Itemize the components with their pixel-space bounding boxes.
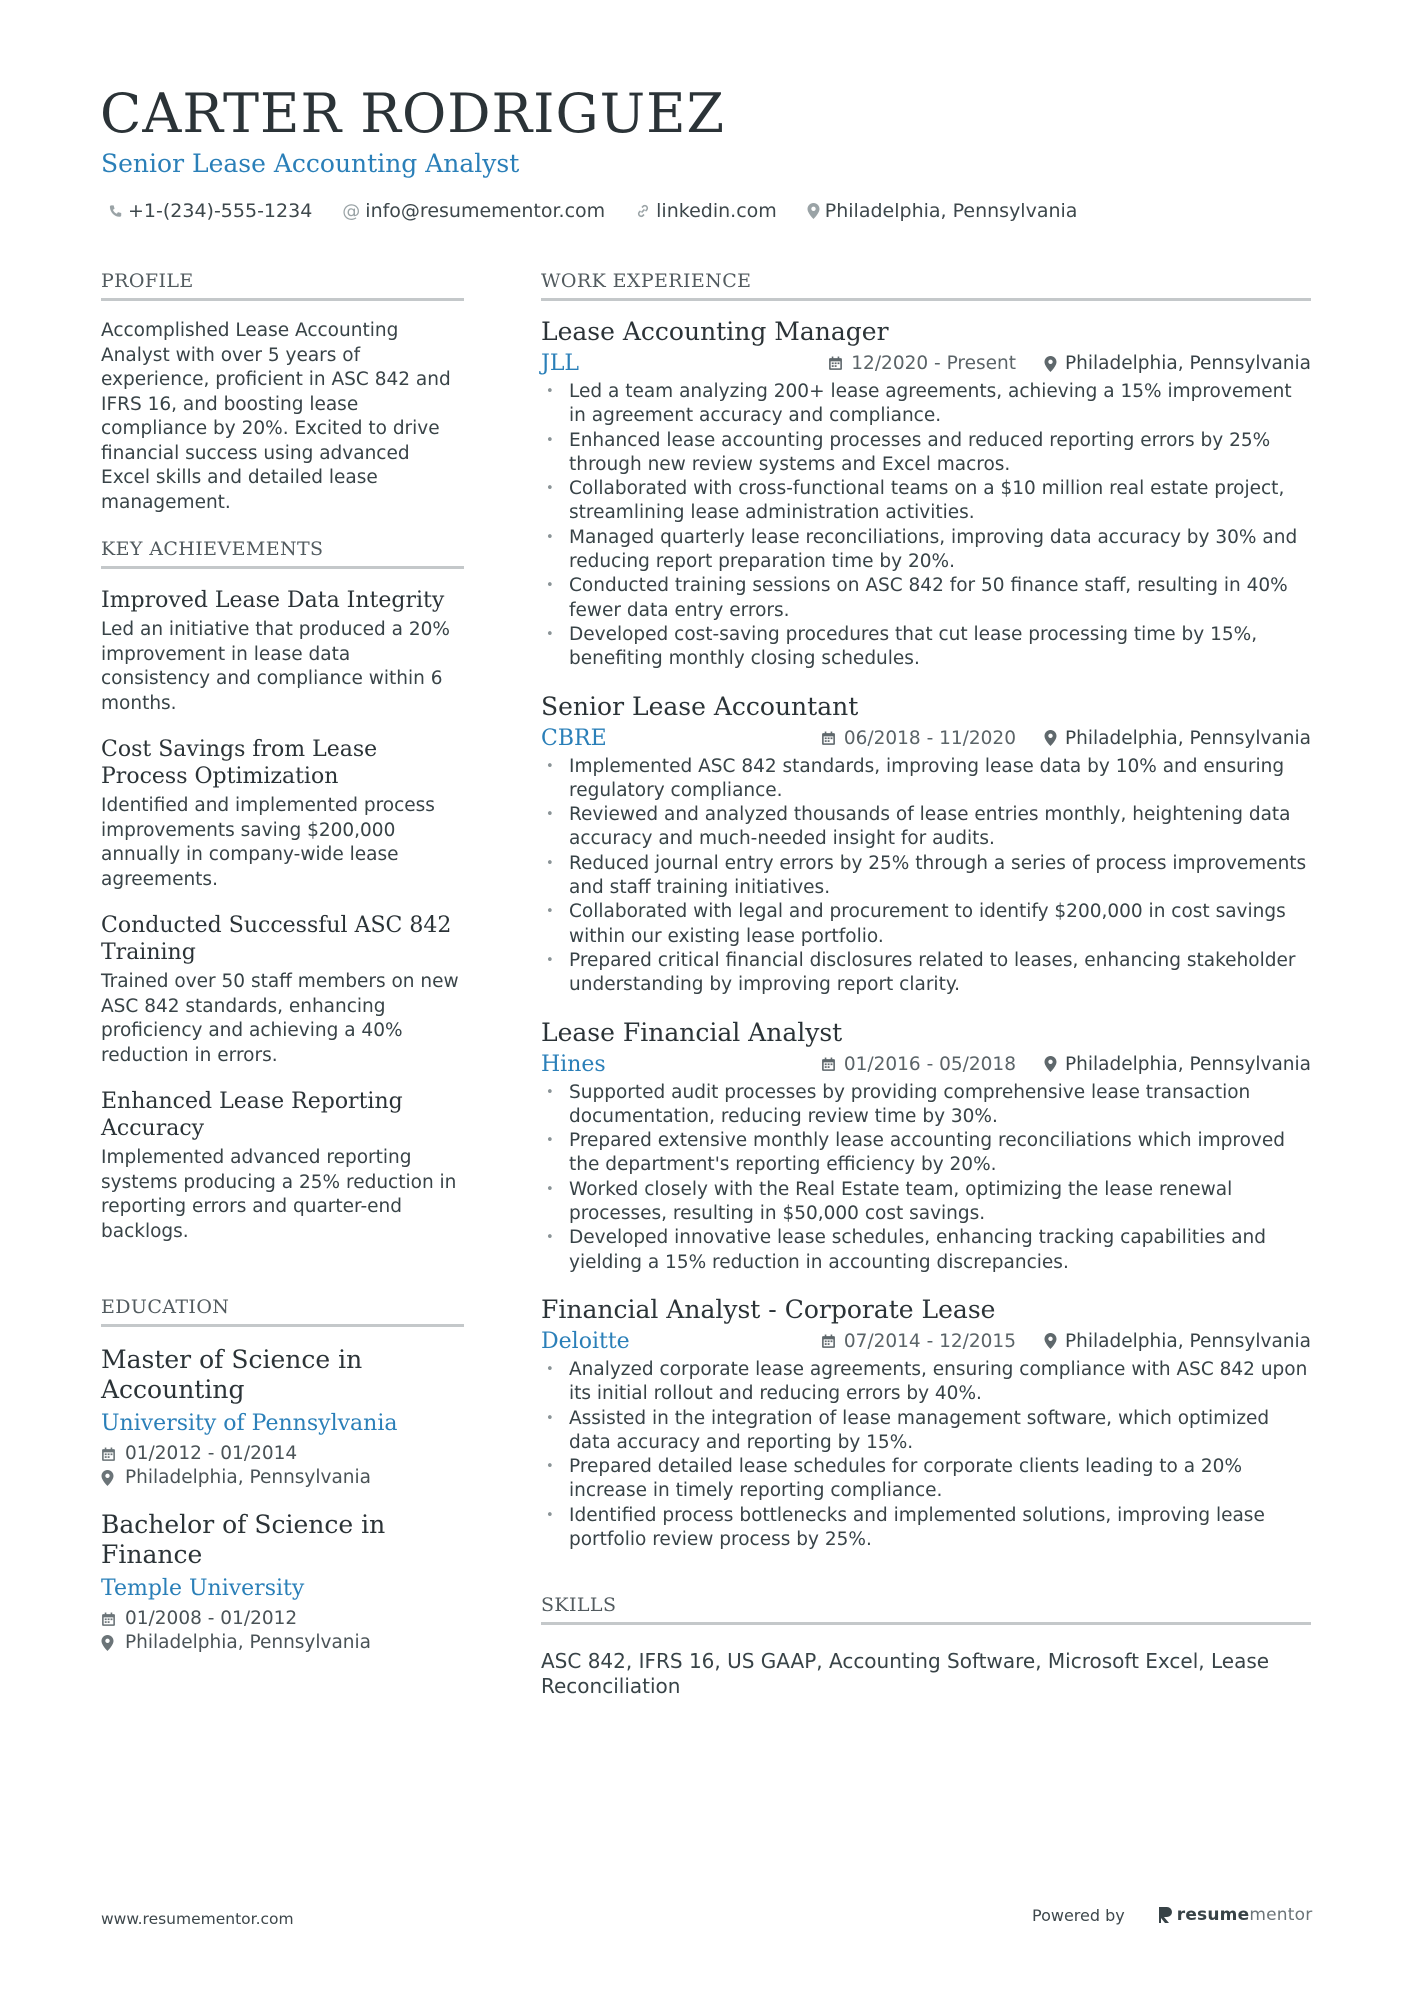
calendar-icon <box>828 356 843 371</box>
bullet-item: • Reviewed and analyzed thousands of lease entries monthly, heightening data accuracy and much-needed insight for audits. <box>541 803 1311 852</box>
footer-branding <box>1032 1905 1312 1925</box>
profile-section <box>101 270 464 515</box>
bullet-item: • Led a team analyzing 200+ lease agreements, achieving a 15% improvement in agreement accuracy and compliance. <box>541 380 1311 429</box>
job-dates <box>821 728 1016 749</box>
calendar-icon <box>101 1612 121 1627</box>
job-bullets <box>541 1081 1311 1275</box>
job-dates <box>828 353 1016 374</box>
bullet-item: • Supported audit processes by providing comprehensive lease transaction documentation, reducing review time by 30%. <box>541 1081 1311 1130</box>
job-meta-row <box>541 1052 1311 1077</box>
at-icon: @ <box>342 200 361 222</box>
achievements-section <box>101 538 464 1244</box>
job-title: Financial Analyst - Corporate Lease <box>541 1294 996 1324</box>
experience-section <box>541 270 1311 1699</box>
company-name: Hines <box>541 1051 606 1077</box>
contact-email[interactable] <box>342 200 605 222</box>
education-item <box>101 1510 464 1655</box>
achievement-title: Cost Savings from Lease Process Optimization <box>101 737 378 789</box>
job-location <box>1044 353 1311 374</box>
footer-website[interactable]: www.resumementor.com <box>101 1910 294 1928</box>
job-location-text: Philadelphia, Pennsylvania <box>1064 1330 1311 1352</box>
education-location-text: Philadelphia, Pennsylvania <box>125 1467 372 1488</box>
profile-heading: PROFILE <box>101 270 464 301</box>
bullet-item: • Worked closely with the Real Estate team, optimizing the lease renewal processes, resulting in $50,000 cost savings. <box>541 1178 1311 1227</box>
location-icon <box>1044 1333 1057 1349</box>
bullet-item: • Developed cost-saving procedures that cut lease processing time by 15%, benefiting monthly closing schedules. <box>541 623 1311 672</box>
education-dates <box>101 1442 464 1466</box>
education-dates-text: 01/2008 - 01/2012 <box>125 1608 298 1629</box>
bullet-item: • Prepared detailed lease schedules for corporate clients leading to a 20% increase in timely reporting compliance. <box>541 1455 1311 1504</box>
powered-by-label: Powered by <box>1032 1905 1125 1925</box>
education-location-text: Philadelphia, Pennsylvania <box>125 1632 372 1653</box>
bullet-item: • Collaborated with cross-functional teams on a $10 million real estate project, streamlining lease administration activities. <box>541 477 1311 526</box>
achievement-item <box>101 587 464 716</box>
skills-heading: SKILLS <box>541 1594 1311 1625</box>
bullet-item: • Prepared extensive monthly lease accounting reconciliations which improved the department's reporting efficiency by 20%. <box>541 1129 1311 1178</box>
job-meta-row <box>541 726 1311 751</box>
brand-name-light: mentor <box>1249 1905 1313 1925</box>
brand-logo[interactable] <box>1157 1905 1313 1925</box>
contact-email-text: info@resumementor.com <box>365 200 606 222</box>
contact-bar <box>108 200 1107 222</box>
bullet-item: • Collaborated with legal and procurement to identify $200,000 in cost savings within our existing lease portfolio. <box>541 900 1311 949</box>
job-bullets <box>541 755 1311 998</box>
bullet-item: • Assisted in the integration of lease management software, which optimized data accuracy and reporting by 15%. <box>541 1407 1311 1456</box>
job-location-text: Philadelphia, Pennsylvania <box>1064 1053 1311 1075</box>
achievement-text: Trained over 50 staff members on new ASC 842 standards, enhancing proficiency and achieving a 40% reduction in errors. <box>101 971 459 1066</box>
education-item <box>101 1345 464 1490</box>
profile-text: Accomplished Lease Accounting Analyst with over 5 years of experience, proficient in ASC 842 and IFRS 16, and boosting lease compliance by 20%. Excited to drive financial success using advanced Excel skills and detailed lease management. <box>101 320 451 513</box>
bullet-item: • Conducted training sessions on ASC 842 for 50 finance staff, resulting in 40% fewer data entry errors. <box>541 574 1311 623</box>
education-dates <box>101 1607 464 1631</box>
achievement-title: Conducted Successful ASC 842 Training <box>101 913 452 965</box>
achievement-item <box>101 1088 464 1244</box>
degree-title: Master of Science in Accounting <box>101 1345 363 1404</box>
achievement-title: Enhanced Lease Reporting Accuracy <box>101 1089 403 1141</box>
job-title: Lease Financial Analyst <box>541 1017 843 1047</box>
contact-phone-text: +1-(234)-555-1234 <box>128 200 313 222</box>
contact-location <box>807 200 1078 222</box>
calendar-icon <box>821 1057 836 1072</box>
education-dates-text: 01/2012 - 01/2014 <box>125 1443 298 1464</box>
brand-name-bold: resume <box>1176 1905 1250 1925</box>
achievement-item <box>101 912 464 1068</box>
phone-icon <box>108 204 123 219</box>
contact-phone[interactable] <box>108 200 312 222</box>
company-name: JLL <box>541 351 580 376</box>
job-entry <box>541 317 1311 672</box>
job-location-text: Philadelphia, Pennsylvania <box>1064 353 1311 374</box>
bullet-item: • Implemented ASC 842 standards, improving lease data by 10% and ensuring regulatory compliance. <box>541 755 1311 804</box>
candidate-name: CARTER RODRIGUEZ <box>100 82 726 145</box>
bullet-item: • Identified process bottlenecks and implemented solutions, improving lease portfolio review process by 25%. <box>541 1504 1311 1553</box>
bullet-item: • Enhanced lease accounting processes and reduced reporting errors by 25% through new review systems and Excel macros. <box>541 429 1311 478</box>
candidate-title: Senior Lease Accounting Analyst <box>101 149 520 178</box>
achievement-item <box>101 736 464 892</box>
calendar-icon <box>821 731 836 746</box>
job-title: Senior Lease Accountant <box>541 691 859 721</box>
job-meta-row <box>541 1329 1311 1354</box>
skills-section <box>541 1594 1311 1699</box>
calendar-icon <box>821 1334 836 1349</box>
job-location <box>1044 728 1311 749</box>
job-bullets <box>541 1358 1311 1552</box>
achievements-heading: KEY ACHIEVEMENTS <box>101 538 464 569</box>
school-name: Temple University <box>101 1576 305 1601</box>
job-entry <box>541 692 1311 998</box>
degree-title: Bachelor of Science in Finance <box>101 1510 386 1569</box>
location-icon <box>101 1635 121 1651</box>
job-location <box>1044 1331 1311 1352</box>
location-icon <box>1044 730 1057 746</box>
contact-location-text: Philadelphia, Pennsylvania <box>824 200 1078 222</box>
skills-list: ASC 842, IFRS 16, US GAAP, Accounting Software, Microsoft Excel, Lease Reconciliation <box>541 1649 1270 1699</box>
job-dates-text: 01/2016 - 05/2018 <box>843 1053 1016 1075</box>
job-bullets <box>541 380 1311 672</box>
education-heading: EDUCATION <box>101 1296 464 1327</box>
bullet-item: • Prepared critical financial disclosures related to leases, enhancing stakeholder understanding by improving report clarity. <box>541 949 1311 998</box>
job-meta-row <box>541 351 1311 376</box>
link-icon <box>635 203 651 219</box>
job-entry <box>541 1295 1311 1552</box>
job-location-text: Philadelphia, Pennsylvania <box>1064 727 1311 749</box>
achievement-text: Implemented advanced reporting systems producing a 25% reduction in reporting errors and quarter-end backlogs. <box>101 1147 457 1242</box>
company-name: CBRE <box>541 725 607 751</box>
contact-linkedin[interactable] <box>635 200 777 222</box>
achievement-text: Led an initiative that produced a 20% improvement in lease data consistency and compliance within 6 months. <box>101 619 450 714</box>
calendar-icon <box>101 1447 121 1462</box>
company-name: Deloitte <box>541 1328 630 1354</box>
education-section <box>101 1296 464 1655</box>
job-location <box>1044 1054 1311 1075</box>
contact-linkedin-text: linkedin.com <box>656 200 777 222</box>
bullet-item: • Reduced journal entry errors by 25% through a series of process improvements and staff training initiatives. <box>541 852 1311 901</box>
achievement-text: Identified and implemented process improvements saving $200,000 annually in company-wide lease agreements. <box>101 795 435 890</box>
brand-mark-icon <box>1157 1905 1173 1925</box>
achievement-title: Improved Lease Data Integrity <box>101 588 445 613</box>
bullet-item: • Analyzed corporate lease agreements, ensuring compliance with ASC 842 upon its initial rollout and reducing errors by 40%. <box>541 1358 1311 1407</box>
bullet-item: • Developed innovative lease schedules, enhancing tracking capabilities and yielding a 15% reduction in accounting discrepancies. <box>541 1226 1311 1275</box>
experience-heading: WORK EXPERIENCE <box>541 270 1311 301</box>
job-dates-text: 12/2020 - Present <box>851 353 1016 374</box>
education-location <box>101 1631 464 1655</box>
job-dates <box>821 1331 1016 1352</box>
location-icon <box>101 1470 121 1486</box>
bullet-item: • Managed quarterly lease reconciliations, improving data accuracy by 30% and reducing report preparation time by 20%. <box>541 526 1311 575</box>
location-icon <box>1044 1056 1057 1072</box>
job-entry <box>541 1018 1311 1275</box>
school-name: University of Pennsylvania <box>101 1411 398 1436</box>
location-icon <box>1044 356 1057 372</box>
job-dates <box>821 1054 1016 1075</box>
education-location <box>101 1466 464 1490</box>
job-dates-text: 06/2018 - 11/2020 <box>843 727 1016 749</box>
job-dates-text: 07/2014 - 12/2015 <box>843 1330 1016 1352</box>
job-title: Lease Accounting Manager <box>541 317 889 346</box>
location-icon <box>807 203 820 219</box>
